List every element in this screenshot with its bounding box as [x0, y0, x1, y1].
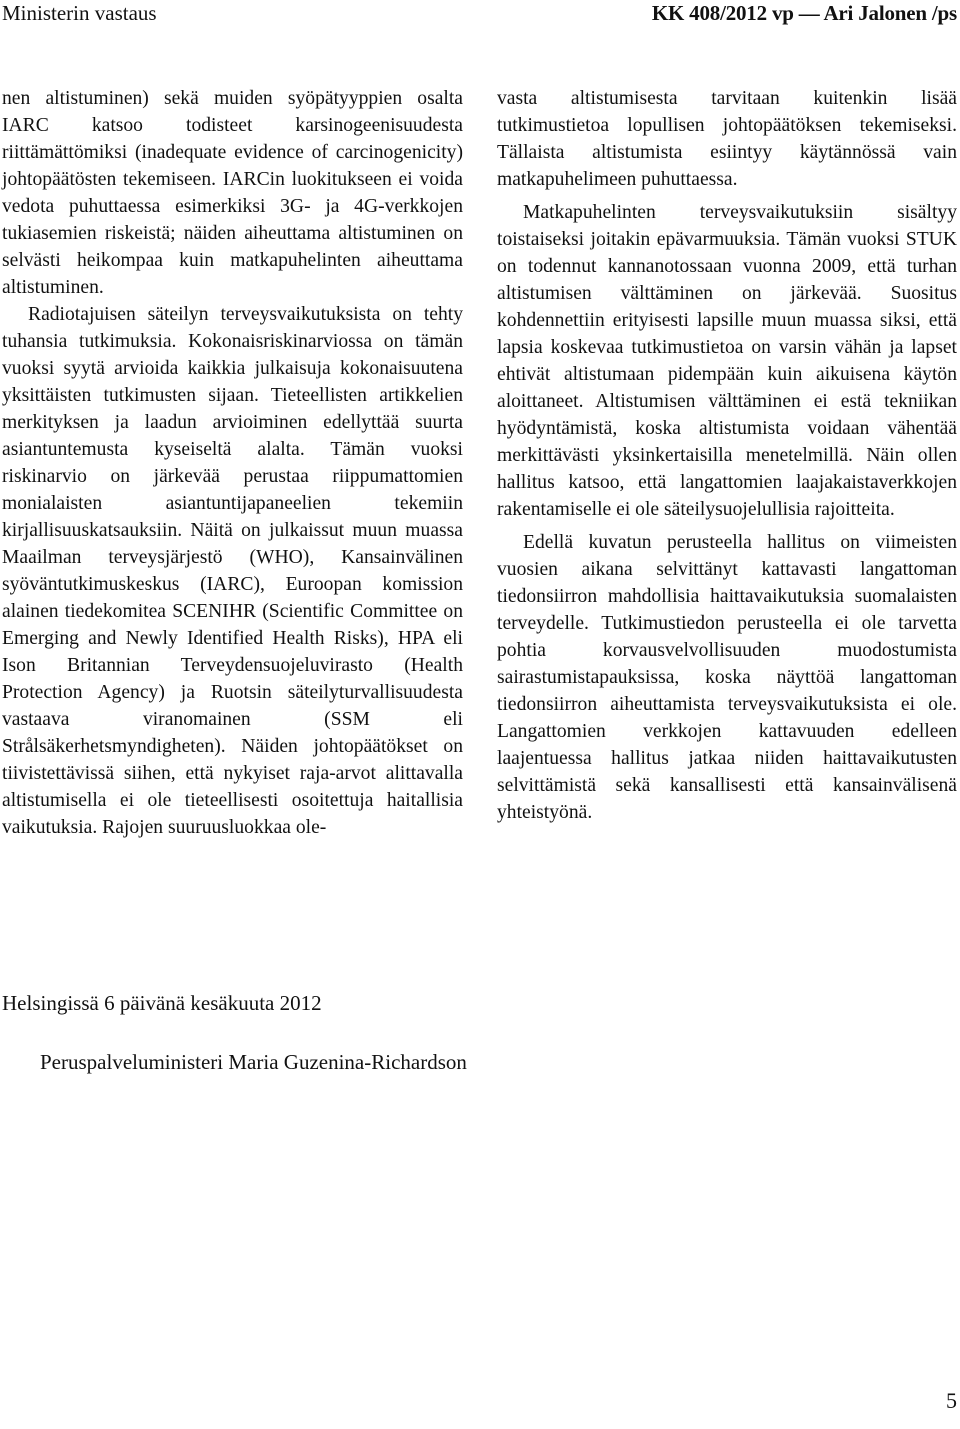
- left-paragraph-2: Radiotajuisen säteilyn terveysvaikutuksista on tehty tuhansia tutkimuksia. Kokonaisriskinarviossa on tämän vuoksi syytä arvioida kaikkia julkaisuja kokonaisuutena yksittäisten tutkimusten sijaan. Tieteellisten artikkelien merkityksen ja laadun arvioiminen edellyttää suurta asiantuntemusta kyseiseltä alalta. Tämän vuoksi riskinarvio on järkevää perustaa riippumattomien monialaisten asiantuntijapaneelien tekemiin kirjallisuuskatsauksiin. Näitä on julkaissut muun muassa Maailman terveysjärjestö (WHO), Kansainvälinen syöväntutkimuskeskus (IARC), Euroopan komission alainen tiedekomitea SCENIHR (Scientific Committee on Emerging and Newly Identified Health Risks), HPA eli Ison Britannian Terveydensuojeluvirasto (Health Protection Agency) ja Ruotsin säteilyturvallisuudesta vastaava viranomainen (SSM eli Strålsäkerhetsmyndigheten). Näiden johtopäätökset on tiivistettävissä siihen, että nykyiset raja-arvot alittavalla altistumisella ei ole tieteellisesti osoitettuja haitallisia vaikutuksia. Rajojen suuruusluokkaa ole-: [2, 304, 463, 838]
- right-column: [497, 85, 957, 826]
- right-paragraph-1: vasta altistumisesta tarvitaan kuitenkin lisää tutkimustietoa lopullisen johtopäätöksen tekemiseksi. Tällaista altistumista esiintyy käytännössä vain matkapuhelimeen puhuttaessa.: [497, 88, 957, 190]
- right-paragraph-3: Edellä kuvatun perusteella hallitus on viimeisten vuosien aikana selvittänyt kattavasti langattoman tiedonsiirron mahdollisia haittavaikutuksia suomalaisten terveydelle. Tutkimustiedon perusteella ei ole tarvetta pohtia korvausvelvollisuuden muodostumista sairastumistapauksissa, koska näyttöä langattoman tiedonsiirron aiheuttamista terveysvaikutuksista ei ole. Langattomien verkkojen kattavuuden edelleen laajentuessa hallitus jatkaa niiden haittavaikutusten selvittämistä sekä kansallisesti että kansainvälisenä yhteistyönä.: [497, 532, 957, 823]
- header-title: Ministerin vastaus: [2, 1, 157, 25]
- signature-place-date: Helsingissä 6 päivänä kesäkuuta 2012: [2, 991, 322, 1015]
- right-paragraph-2: Matkapuhelinten terveysvaikutuksiin sisältyy toistaiseksi joitakin epävarmuuksia. Tämän vuoksi STUK on todennut kannanotossaan vuonna 2009, että turhan altistumisen välttäminen on järkevää. Suositus kohdennettiin erityisesti lapsille muun muassa siksi, että lapsia koskevaa tutkimustietoa on varsin vähän ja lapset ehtivät altistumaan pidempään kuin aikuisena käytön aloittaneet. Altistumisen välttäminen ei estä tekniikan hyödyntämistä, koska altistumista voidaan vähentää merkittävästi yksinkertaisilla menetelmillä. Näin ollen hallitus katsoo, että langattomien laajakaistaverkkojen rakentamiselle ei ole säteilysuojelullisia rajoitteita.: [497, 202, 957, 520]
- left-paragraph-1: nen altistuminen) sekä muiden syöpätyyppien osalta IARC katsoo todisteet karsinogeenisuudesta riittämättömiksi (inadequate evidence of carcinogenicity) johtopäätösten tekemiseen. IARCin luokitukseen ei voida vedota puhuttaessa esimerkiksi 3G- ja 4G-verkkojen tukiasemien riskeistä; näiden aiheuttama altistuminen on selvästi heikompaa kuin matkapuhelinten aiheuttama altistuminen.: [2, 88, 463, 298]
- header-document-id: KK 408/2012 vp — Ari Jalonen /ps: [651, 1, 957, 25]
- signature-name: Peruspalveluministeri Maria Guzenina-Richardson: [40, 1050, 467, 1074]
- left-column: [2, 85, 463, 841]
- page-number: 5: [946, 1388, 957, 1413]
